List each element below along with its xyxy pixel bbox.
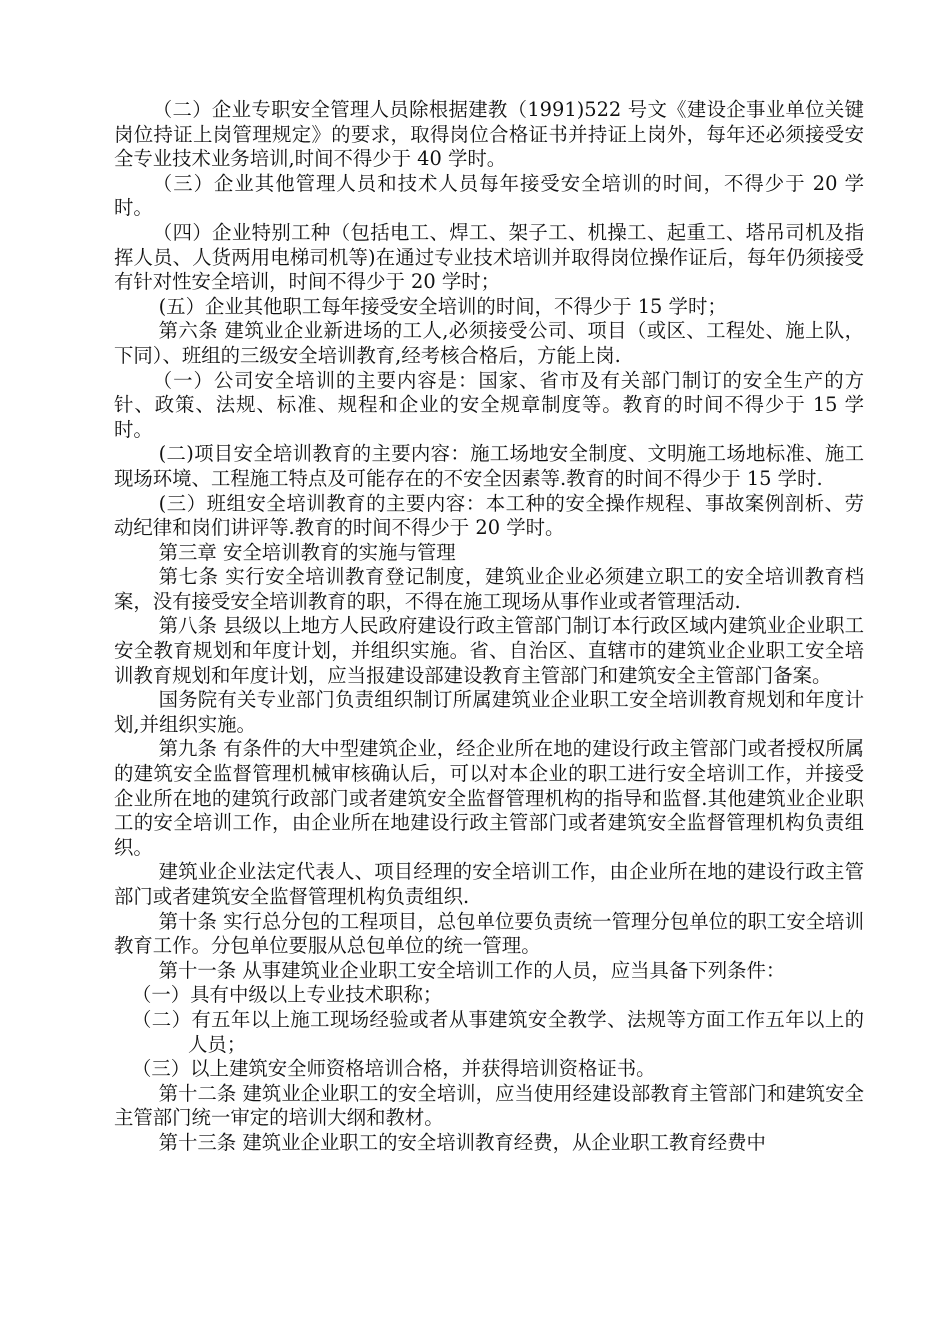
article-6: 第六条 建筑业企业新进场的工人,必须接受公司、项目（或区、工程处、施上队，下同）、班组的三级安全培训教育,经考核合格后，方能上岗.: [114, 319, 864, 367]
article-13: 第十三条 建筑业企业职工的安全培训教育经费，从企业职工教育经费中: [158, 1130, 766, 1154]
paragraph-2-safety-managers: （二）企业专职安全管理人员除根据建教（1991)522 号文《建设企事业单位关键岗位持证上岗管理规定》的要求，取得岗位合格证书并持证上岗外，每年还必须接受安全专业技术业务培训,时间不得少于 40 学时。: [114, 98, 864, 171]
article-6-item-2: (二)项目安全培训教育的主要内容：施工场地安全制度、文明施工场地标准、施工现场环境、工程施工特点及可能存在的不安全因素等.教育的时间不得少于 15 学时.: [114, 442, 864, 490]
paragraph-5-other-staff: (五）企业其他职工每年接受安全培训的时间，不得少于 15 学时；: [158, 294, 727, 318]
chapter-3-heading: 第三章 安全培训教育的实施与管理: [158, 540, 456, 564]
paragraph-4-special-workers: （四）企业特别工种（包括电工、焊工、架子工、机操工、起重工、塔吊司机及指挥人员、人货两用电梯司机等)在通过专业技术培训并取得岗位操作证后，每年仍须接受有针对性安全培训，时间不得少于 20 学时；: [114, 220, 864, 294]
article-9-continued: 建筑业企业法定代表人、项目经理的安全培训工作，由企业所在地的建设行政主管部门或者建筑安全监督管理机构负责组织.: [114, 860, 864, 908]
article-9: 第九条 有条件的大中型建筑企业，经企业所在地的建设行政主管部门或者授权所属的建筑安全监督管理机械审核确认后，可以对本企业的职工进行安全培训工作，并接受企业所在地的建筑行政部门或者建筑安全监督管理机构的指导和监督.其他建筑业企业职工的安全培训工作，由企业所在地建设行政主管部门或者建筑安全监督管理机构负责组织。: [114, 737, 864, 859]
article-10: 第十条 实行总分包的工程项目，总包单位要负责统一管理分包单位的职工安全培训教育工作。分包单位要服从总包单位的统一管理。: [114, 909, 864, 958]
article-8: 第八条 县级以上地方人民政府建设行政主管部门制订本行政区域内建筑业企业职工安全教育规划和年度计划，并组织实施。省、自治区、直辖市的建筑业企业职工安全培训教育规划和年度计划，应当报建设部建设教育主管部门和建筑安全主管部门备案。: [114, 614, 864, 687]
article-11-item-1: （一）具有中级以上专业技术职称；: [132, 983, 443, 1007]
article-11-item-2: （二）有五年以上施工现场经验或者从事建筑安全教学、法规等方面工作五年以上的人员；: [132, 1007, 864, 1056]
article-6-item-3: (三）班组安全培训教育的主要内容：本工种的安全操作规程、事故案例剖析、劳动纪律和岗们讲评等.教育的时间不得少于 20 学时。: [114, 491, 864, 540]
article-7: 第七条 实行安全培训教育登记制度，建筑业企业必须建立职工的安全培训教育档案，没有接受安全培训教育的职，不得在施工现场从事作业或者管理活动.: [114, 565, 864, 613]
article-11-item-3: （三）以上建筑安全师资格培训合格，并获得培训资格证书。: [132, 1057, 656, 1081]
paragraph-3-other-managers: （三）企业其他管理人员和技术人员每年接受安全培训的时间，不得少于 20 学时。: [114, 171, 864, 220]
article-8-continued: 国务院有关专业部门负责组织制订所属建筑业企业职工安全培训教育规划和年度计划,并组织实施。: [114, 688, 864, 736]
article-12: 第十二条 建筑业企业职工的安全培训，应当使用经建设部教育主管部门和建筑安全主管部门统一审定的培训大纲和教材。: [114, 1081, 864, 1130]
article-11: 第十一条 从事建筑业企业职工安全培训工作的人员，应当具备下列条件：: [158, 958, 786, 982]
article-6-item-1: （一）公司安全培训的主要内容是：国家、省市及有关部门制订的安全生产的方针、政策、法规、标准、规程和企业的安全规章制度等。教育的时间不得少于 15 学时。: [114, 368, 864, 441]
